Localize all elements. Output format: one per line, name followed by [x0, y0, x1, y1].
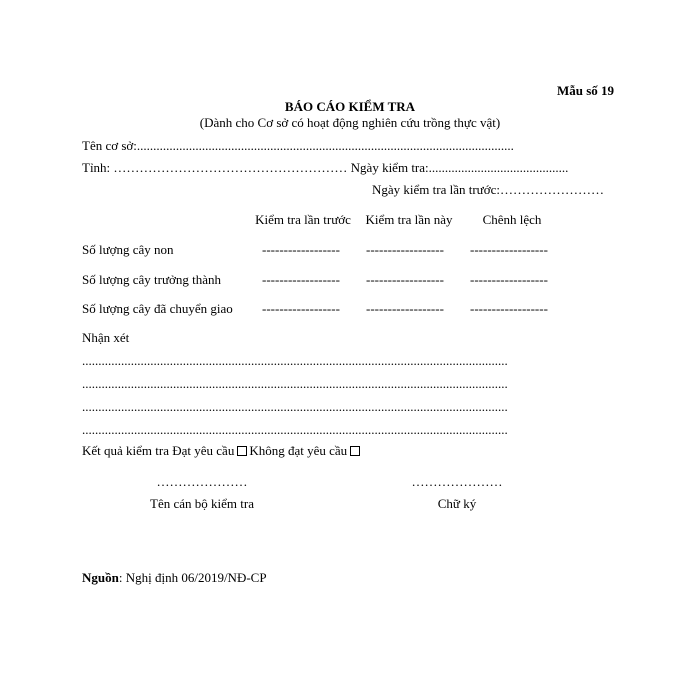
- table-cell: ------------------: [262, 301, 340, 316]
- signature-label: Chữ ký: [437, 496, 477, 511]
- table-cell: ------------------: [366, 301, 444, 316]
- signature-dots: …………………: [411, 474, 503, 489]
- inspection-result: [82, 443, 362, 459]
- facility-name-field: Tên cơ sở:....................................................................................................................: [82, 138, 514, 153]
- inspector-name-label: Tên cán bộ kiểm tra: [150, 496, 254, 511]
- comment-line: ...................................................................................................................................: [82, 376, 508, 391]
- row-label-transferred-plants: Số lượng cây đã chuyển giao: [82, 301, 233, 316]
- page-title: BÁO CÁO KIỂM TRA: [284, 99, 416, 114]
- header-difference: Chênh lệch: [482, 212, 542, 227]
- table-cell: ------------------: [470, 242, 548, 257]
- last-inspection-date-field: Ngày kiểm tra lần trước:……………………: [372, 182, 604, 197]
- table-cell: ------------------: [470, 272, 548, 287]
- form-number: Mẫu số 19: [557, 83, 615, 98]
- header-current-inspection: Kiểm tra lần này: [365, 212, 453, 227]
- comment-line: ...................................................................................................................................: [82, 422, 508, 437]
- result-pass-label: Đạt yêu cầu: [172, 443, 235, 458]
- table-cell: ------------------: [262, 242, 340, 257]
- row-label-seedlings: Số lượng cây non: [82, 242, 174, 257]
- comments-label: Nhận xét: [82, 330, 130, 345]
- row-label-mature-plants: Số lượng cây trưởng thành: [82, 272, 222, 287]
- source-note: [82, 570, 267, 586]
- comment-line: ...................................................................................................................................: [82, 353, 508, 368]
- result-fail-label: Không đạt yêu cầu: [249, 443, 348, 458]
- table-cell: ------------------: [366, 242, 444, 257]
- table-cell: ------------------: [366, 272, 444, 287]
- source-text: : Nghị định 06/2019/NĐ-CP: [118, 570, 267, 585]
- table-cell: ------------------: [262, 272, 340, 287]
- page-subtitle: (Dành cho Cơ sở có hoạt động nghiên cứu trồng thực vật): [199, 115, 501, 130]
- fail-checkbox[interactable]: [350, 446, 360, 456]
- header-last-inspection: Kiểm tra lần trước: [255, 212, 351, 227]
- province-inspection-date-field: Tỉnh: ……………………………………………… Ngày kiểm tra:...........................................: [82, 160, 569, 175]
- pass-checkbox[interactable]: [237, 446, 247, 456]
- comment-line: ...................................................................................................................................: [82, 399, 508, 414]
- source-label: Nguồn: [82, 570, 119, 585]
- inspector-name-dots: …………………: [156, 474, 248, 489]
- table-cell: ------------------: [470, 301, 548, 316]
- result-label: Kết quả kiểm tra: [82, 443, 169, 458]
